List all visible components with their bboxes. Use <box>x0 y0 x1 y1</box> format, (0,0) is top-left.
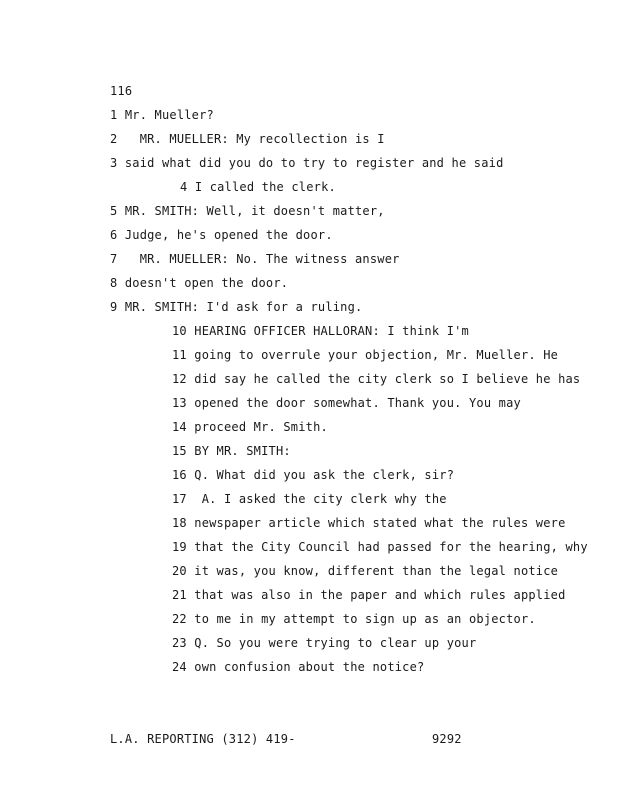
transcript-line-10: 10 HEARING OFFICER HALLORAN: I think I'm <box>172 324 469 338</box>
transcript-line-7: 7 MR. MUELLER: No. The witness answer <box>110 252 400 266</box>
transcript-line-4: 4 I called the clerk. <box>180 180 336 194</box>
page-number: 116 <box>110 84 133 98</box>
transcript-line-17: 17 A. I asked the city clerk why the <box>172 492 447 506</box>
transcript-line-14: 14 proceed Mr. Smith. <box>172 420 328 434</box>
footer-reporter: L.A. REPORTING (312) 419- <box>110 732 296 746</box>
transcript-line-23: 23 Q. So you were trying to clear up your <box>172 636 477 650</box>
transcript-line-15: 15 BY MR. SMITH: <box>172 444 291 458</box>
transcript-line-2: 2 MR. MUELLER: My recollection is I <box>110 132 385 146</box>
transcript-line-18: 18 newspaper article which stated what the rules were <box>172 516 566 530</box>
transcript-line-8: 8 doesn't open the door. <box>110 276 289 290</box>
transcript-line-13: 13 opened the door somewhat. Thank you. You may <box>172 396 521 410</box>
transcript-line-6: 6 Judge, he's opened the door. <box>110 228 333 242</box>
transcript-line-16: 16 Q. What did you ask the clerk, sir? <box>172 468 455 482</box>
footer-phone-suffix: 9292 <box>432 732 462 746</box>
transcript-line-19: 19 that the City Council had passed for the hearing, why <box>172 540 588 554</box>
transcript-line-3: 3 said what did you do to try to register and he said <box>110 156 504 170</box>
transcript-line-5: 5 MR. SMITH: Well, it doesn't matter, <box>110 204 385 218</box>
transcript-line-12: 12 did say he called the city clerk so I believe he has <box>172 372 581 386</box>
transcript-line-24: 24 own confusion about the notice? <box>172 660 425 674</box>
transcript-line-21: 21 that was also in the paper and which rules applied <box>172 588 566 602</box>
transcript-line-9: 9 MR. SMITH: I'd ask for a ruling. <box>110 300 363 314</box>
transcript-line-20: 20 it was, you know, different than the legal notice <box>172 564 559 578</box>
transcript-line-11: 11 going to overrule your objection, Mr. Mueller. He <box>172 348 559 362</box>
transcript-line-22: 22 to me in my attempt to sign up as an objector. <box>172 612 536 626</box>
transcript-line-1: 1 Mr. Mueller? <box>110 108 214 122</box>
